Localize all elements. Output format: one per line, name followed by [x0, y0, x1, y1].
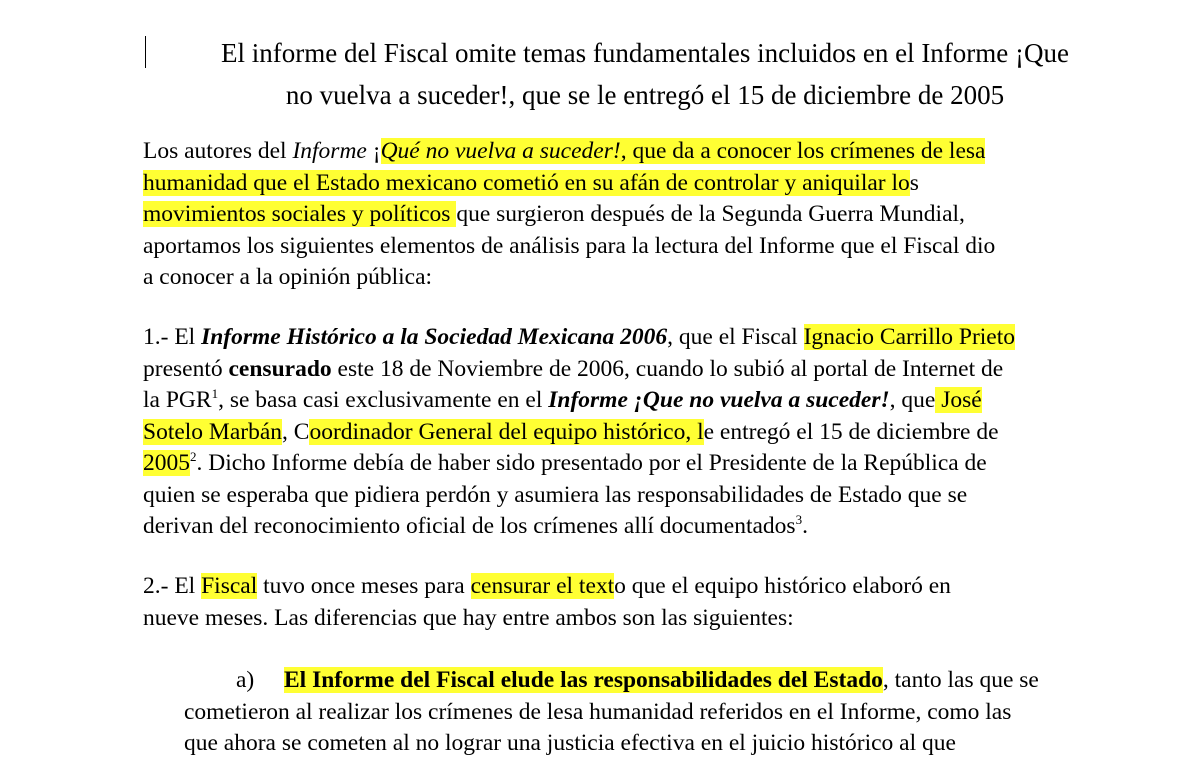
paragraph-2: [143, 571, 1183, 634]
text-run: , C: [282, 418, 310, 445]
list-item-a: [184, 665, 1184, 760]
intro-line-4: aportamos los siguientes elementos de análisis para la lectura del Informe que el Fiscal dio: [143, 232, 996, 259]
p2-line-1: [143, 571, 1183, 603]
paragraph-intro: [143, 136, 1183, 294]
p1-line-6: quien se esperaba que pidiera perdón y asumiera las responsabilidades de Estado que se: [143, 481, 968, 508]
text-run: . Dicho Informe debía de haber sido presentado por el Presidente de la República de: [196, 450, 987, 476]
text-run: .: [802, 513, 808, 539]
bold-run: censurado: [228, 355, 332, 382]
title-line-2: no vuelva a suceder!, que se le entregó el 15 de diciembre de 2005: [285, 80, 1005, 110]
footnote-ref[interactable]: 1: [211, 386, 219, 401]
highlighted-run: censurar el text: [470, 573, 615, 599]
text-run: ¡: [366, 138, 381, 164]
highlighted-italic-run: Qué no vuelva a suceder!: [380, 138, 621, 164]
highlighted-run: Sotelo Marbán: [143, 418, 283, 445]
text-run: , se basa casi exclusivamente en el: [218, 387, 549, 413]
intro-line-3: [143, 199, 1183, 231]
highlighted-run: José: [935, 387, 982, 413]
bold-italic-run: Informe Histórico a la Sociedad Mexicana 2006: [201, 324, 668, 350]
text-run: derivan del reconocimiento oficial de los crímenes allí documentados: [143, 513, 796, 539]
highlighted-run: Ignacio Carrillo Prieto: [803, 324, 1016, 350]
p1-line-3: [143, 385, 1183, 417]
p1-line-1: [143, 322, 1183, 354]
highlighted-run: , que da a conocer los crímenes de lesa: [620, 138, 986, 164]
text-run: , que el Fiscal: [667, 324, 804, 350]
intro-line-5: a conocer a la opinión pública:: [143, 264, 433, 290]
p1-line-5: [143, 448, 1183, 480]
text-run: , que: [889, 387, 936, 413]
paragraph-1: [143, 322, 1183, 543]
text-run: 2.- El: [143, 573, 202, 599]
p1-line-7: [143, 511, 1183, 543]
footnote-ref[interactable]: 2: [190, 449, 197, 464]
highlighted-bold-run: El Informe del Fiscal elude las responsabilidades del Estado: [284, 667, 883, 693]
list-marker: a): [236, 667, 255, 693]
text-run: s: [909, 169, 919, 196]
text-run: e entregó el 15 de diciembre de: [703, 418, 999, 445]
highlighted-run: 2005: [143, 450, 190, 476]
text-run: la PGR: [143, 387, 212, 413]
highlighted-run: humanidad que el Estado mexicano cometió en su afán de controlar y aniquilar lo: [143, 169, 910, 196]
p1-line-2: [143, 354, 1183, 386]
text-run: 1.- El: [143, 324, 202, 350]
document-title: [130, 32, 1160, 116]
p1-line-4: [143, 417, 1183, 449]
text-run: este 18 de Noviembre de 2006, cuando lo subió al portal de Internet de: [331, 355, 1004, 382]
highlighted-run: oordinador General del equipo histórico, l: [309, 418, 704, 445]
text-run: que surgieron después de la Segunda Guerra Mundial,: [456, 201, 965, 227]
bold-italic-run: Informe ¡Que no vuelva a suceder!: [548, 387, 890, 413]
item-a-line-3: que ahora se cometen al no lograr una justicia efectiva en el juicio histórico al que: [184, 730, 956, 756]
intro-line-1: [143, 136, 1183, 168]
intro-line-2: [143, 168, 1183, 200]
text-run: , tanto las que se: [882, 667, 1039, 693]
item-a-line-1: [184, 665, 1184, 697]
text-run: presentó: [143, 355, 229, 382]
text-run: o que el equipo histórico elaboró en: [614, 573, 951, 599]
title-line-1: El informe del Fiscal omite temas fundamentales incluidos en el Informe ¡Que: [221, 38, 1069, 68]
highlighted-run: movimientos sociales y políticos: [143, 201, 457, 227]
p2-line-2: nueve meses. Las diferencias que hay entre ambos son las siguientes:: [143, 604, 794, 631]
text-run: Los autores del: [143, 138, 293, 164]
highlighted-run: Fiscal: [201, 573, 258, 599]
italic-run: Informe: [292, 138, 367, 164]
item-a-line-2: cometieron al realizar los crímenes de lesa humanidad referidos en el Informe, como las: [184, 698, 1012, 725]
text-run: tuvo once meses para: [257, 573, 471, 599]
footnote-ref[interactable]: 3: [795, 512, 803, 527]
